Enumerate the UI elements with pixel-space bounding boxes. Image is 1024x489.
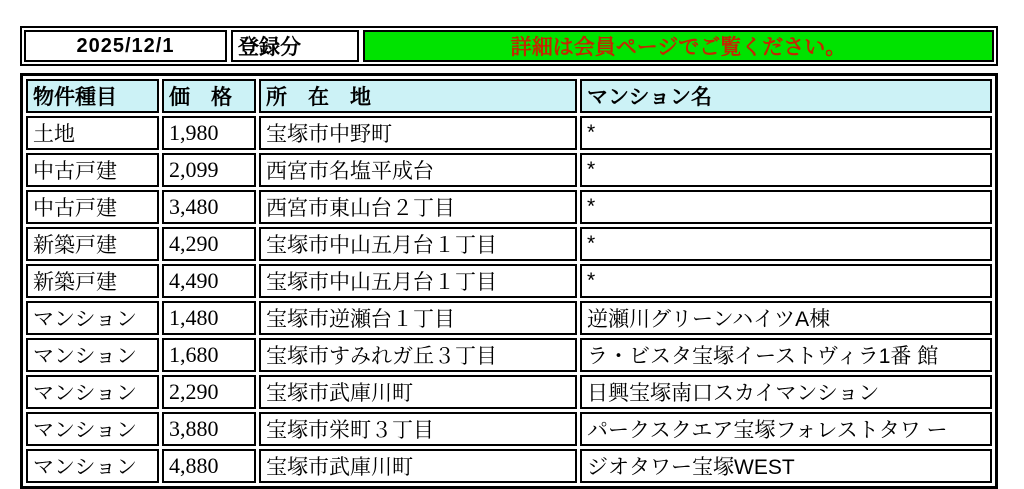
cell-property-type: 新築戸建 (26, 227, 159, 261)
cell-location: 西宮市東山台２丁目 (259, 190, 577, 224)
cell-location: 宝塚市武庫川町 (259, 375, 577, 409)
cell-location: 宝塚市武庫川町 (259, 449, 577, 483)
cell-mansion-name: 日興宝塚南口スカイマンション (580, 375, 992, 409)
registration-date: 2025/12/1 (24, 30, 227, 62)
cell-price: 4,490 (162, 264, 256, 298)
cell-location: 宝塚市中山五月台１丁目 (259, 264, 577, 298)
header-row (26, 79, 992, 113)
cell-mansion-name: ジオタワー宝塚WEST (580, 449, 992, 483)
cell-property-type: 新築戸建 (26, 264, 159, 298)
listing-page (20, 26, 998, 489)
table-row (26, 449, 992, 483)
cell-location: 西宮市名塩平成台 (259, 153, 577, 187)
column-header-price: 価 格 (162, 79, 256, 113)
cell-mansion-name: * (580, 153, 992, 187)
cell-property-type: マンション (26, 338, 159, 372)
cell-price: 1,980 (162, 116, 256, 150)
cell-property-type: マンション (26, 412, 159, 446)
property-listing-table (20, 73, 998, 489)
table-row (26, 264, 992, 298)
cell-price: 2,290 (162, 375, 256, 409)
cell-mansion-name: 逆瀬川グリーンハイツA棟 (580, 301, 992, 335)
table-row (26, 227, 992, 261)
cell-price: 1,680 (162, 338, 256, 372)
column-header-property-type: 物件種目 (26, 79, 159, 113)
cell-price: 1,480 (162, 301, 256, 335)
cell-price: 3,480 (162, 190, 256, 224)
cell-property-type: 土地 (26, 116, 159, 150)
table-row (26, 375, 992, 409)
table-row (26, 190, 992, 224)
cell-mansion-name: * (580, 190, 992, 224)
cell-price: 4,290 (162, 227, 256, 261)
cell-price: 4,880 (162, 449, 256, 483)
cell-property-type: マンション (26, 449, 159, 483)
table-row (26, 301, 992, 335)
cell-location: 宝塚市栄町３丁目 (259, 412, 577, 446)
table-row (26, 116, 992, 150)
table-row (26, 153, 992, 187)
cell-mansion-name: * (580, 264, 992, 298)
cell-location: 宝塚市逆瀬台１丁目 (259, 301, 577, 335)
cell-property-type: マンション (26, 301, 159, 335)
member-page-notice-banner: 詳細は会員ページでご覧ください。 (363, 30, 994, 62)
cell-property-type: 中古戸建 (26, 190, 159, 224)
cell-price: 2,099 (162, 153, 256, 187)
cell-property-type: 中古戸建 (26, 153, 159, 187)
cell-location: 宝塚市中山五月台１丁目 (259, 227, 577, 261)
cell-price: 3,880 (162, 412, 256, 446)
table-row (26, 412, 992, 446)
cell-location: 宝塚市中野町 (259, 116, 577, 150)
cell-mansion-name: * (580, 227, 992, 261)
column-header-mansion-name: マンション名 (580, 79, 992, 113)
table-row (26, 338, 992, 372)
cell-location: 宝塚市すみれガ丘３丁目 (259, 338, 577, 372)
cell-mansion-name: * (580, 116, 992, 150)
cell-property-type: マンション (26, 375, 159, 409)
registration-category-label: 登録分 (231, 30, 359, 62)
cell-mansion-name: ラ・ビスタ宝塚イーストヴィラ1番 館 (580, 338, 992, 372)
top-bar (20, 26, 998, 66)
cell-mansion-name: パークスクエア宝塚フォレストタワ ー (580, 412, 992, 446)
column-header-location: 所 在 地 (259, 79, 577, 113)
